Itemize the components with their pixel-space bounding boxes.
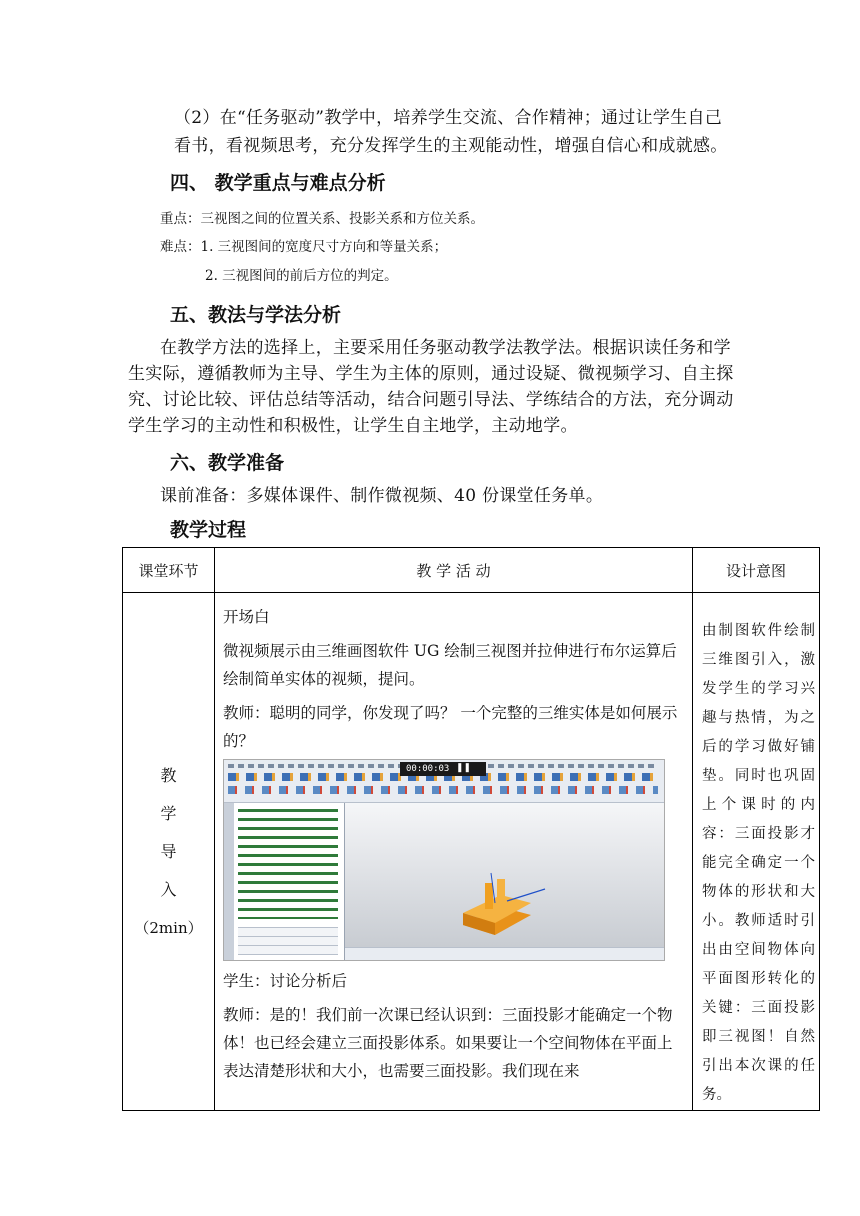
stage-char: 学	[160, 803, 177, 823]
difficulty-2: 2. 三视图间的前后方位的判定。	[205, 268, 398, 284]
cad-video-screenshot[interactable]	[223, 759, 665, 961]
process-heading: 教学过程	[170, 519, 247, 541]
header-activity: 教 学 活 动	[215, 548, 693, 593]
cad-3d-part	[345, 803, 664, 947]
header-stage: 课堂环节	[123, 548, 215, 593]
pause-icon[interactable]: ❚❚	[456, 763, 472, 773]
process-table	[122, 547, 820, 1111]
stage-cell	[123, 593, 215, 1111]
header-intent: 设计意图	[693, 548, 820, 593]
activity-p1: 微视频展示由三维画图软件 UG 绘制三视图并拉伸进行布尔运算后绘制简单实体的视频，提问。	[223, 642, 677, 688]
cad-viewport	[345, 803, 664, 947]
intent-text: 由制图软件绘制三维图引入，激发学生的学习兴趣与热情，为之后的学习做好铺垫。同时也巩固上个课时的内容：三面投影才能完全确定一个物体的形状和大小。教师适时引出由空间物体向平面图形转化的关键：三面投影即三视图！自然引出本次课的任务。	[702, 623, 815, 1103]
stage-char: 教	[160, 765, 177, 785]
method-line-1: 在教学方法的选择上，主要采用任务驱动教学法教学法。根据识读任务和学	[160, 338, 731, 358]
difficulty-1: 难点：1. 三视图间的宽度尺寸方向和等量关系；	[160, 239, 448, 255]
goal-line-1: （2）在“任务驱动”教学中，培养学生交流、合作精神；通过让学生自己	[174, 108, 723, 128]
activity-p4: 教师：是的！我们前一次课已经认识到：三面投影才能确定一个物体！也已经会建立三面投影体系。如果要让一个空间物体在平面上表达清楚形状和大小，也需要三面投影。我们现在来	[223, 1006, 673, 1080]
cad-side-strip	[224, 803, 234, 960]
stage-char: 导	[160, 841, 177, 861]
key-point: 重点：三视图之间的位置关系、投影关系和方位关系。	[160, 211, 484, 227]
video-timestamp: 00:00:03	[400, 762, 486, 776]
activity-p2: 教师：聪明的同学，你发现了吗？ 一个完整的三维实体是如何展示的？	[223, 704, 678, 750]
method-line-2: 生实际，遵循教师为主导、学生为主体的原则，通过设疑、微视频学习、自主探	[128, 364, 734, 384]
section5-heading: 五、教法与学法分析	[170, 304, 342, 326]
stage-char: 入	[160, 879, 177, 899]
method-line-4: 学生学习的主动性和积极性，让学生自主地学，主动地学。	[128, 416, 578, 436]
cad-navigator-panel	[234, 803, 345, 960]
activity-title: 开场白	[223, 608, 270, 626]
activity-cell	[215, 593, 693, 1111]
stage-time: （2min）	[134, 918, 203, 937]
intent-cell	[693, 593, 820, 1111]
section4-heading: 四、 教学重点与难点分析	[170, 172, 386, 194]
prep-text: 课前准备：多媒体课件、制作微视频、40 份课堂任务单。	[160, 486, 604, 506]
activity-p3: 学生：讨论分析后	[223, 972, 348, 990]
section6-heading: 六、教学准备	[170, 452, 285, 474]
goal-line-2: 看书，看视频思考，充分发挥学生的主观能动性，增强自信心和成就感。	[174, 136, 728, 156]
method-line-3: 究、讨论比较、评估总结等活动，结合问题引导法、学练结合的方法，充分调动	[128, 390, 734, 410]
cad-statusbar	[345, 947, 664, 961]
